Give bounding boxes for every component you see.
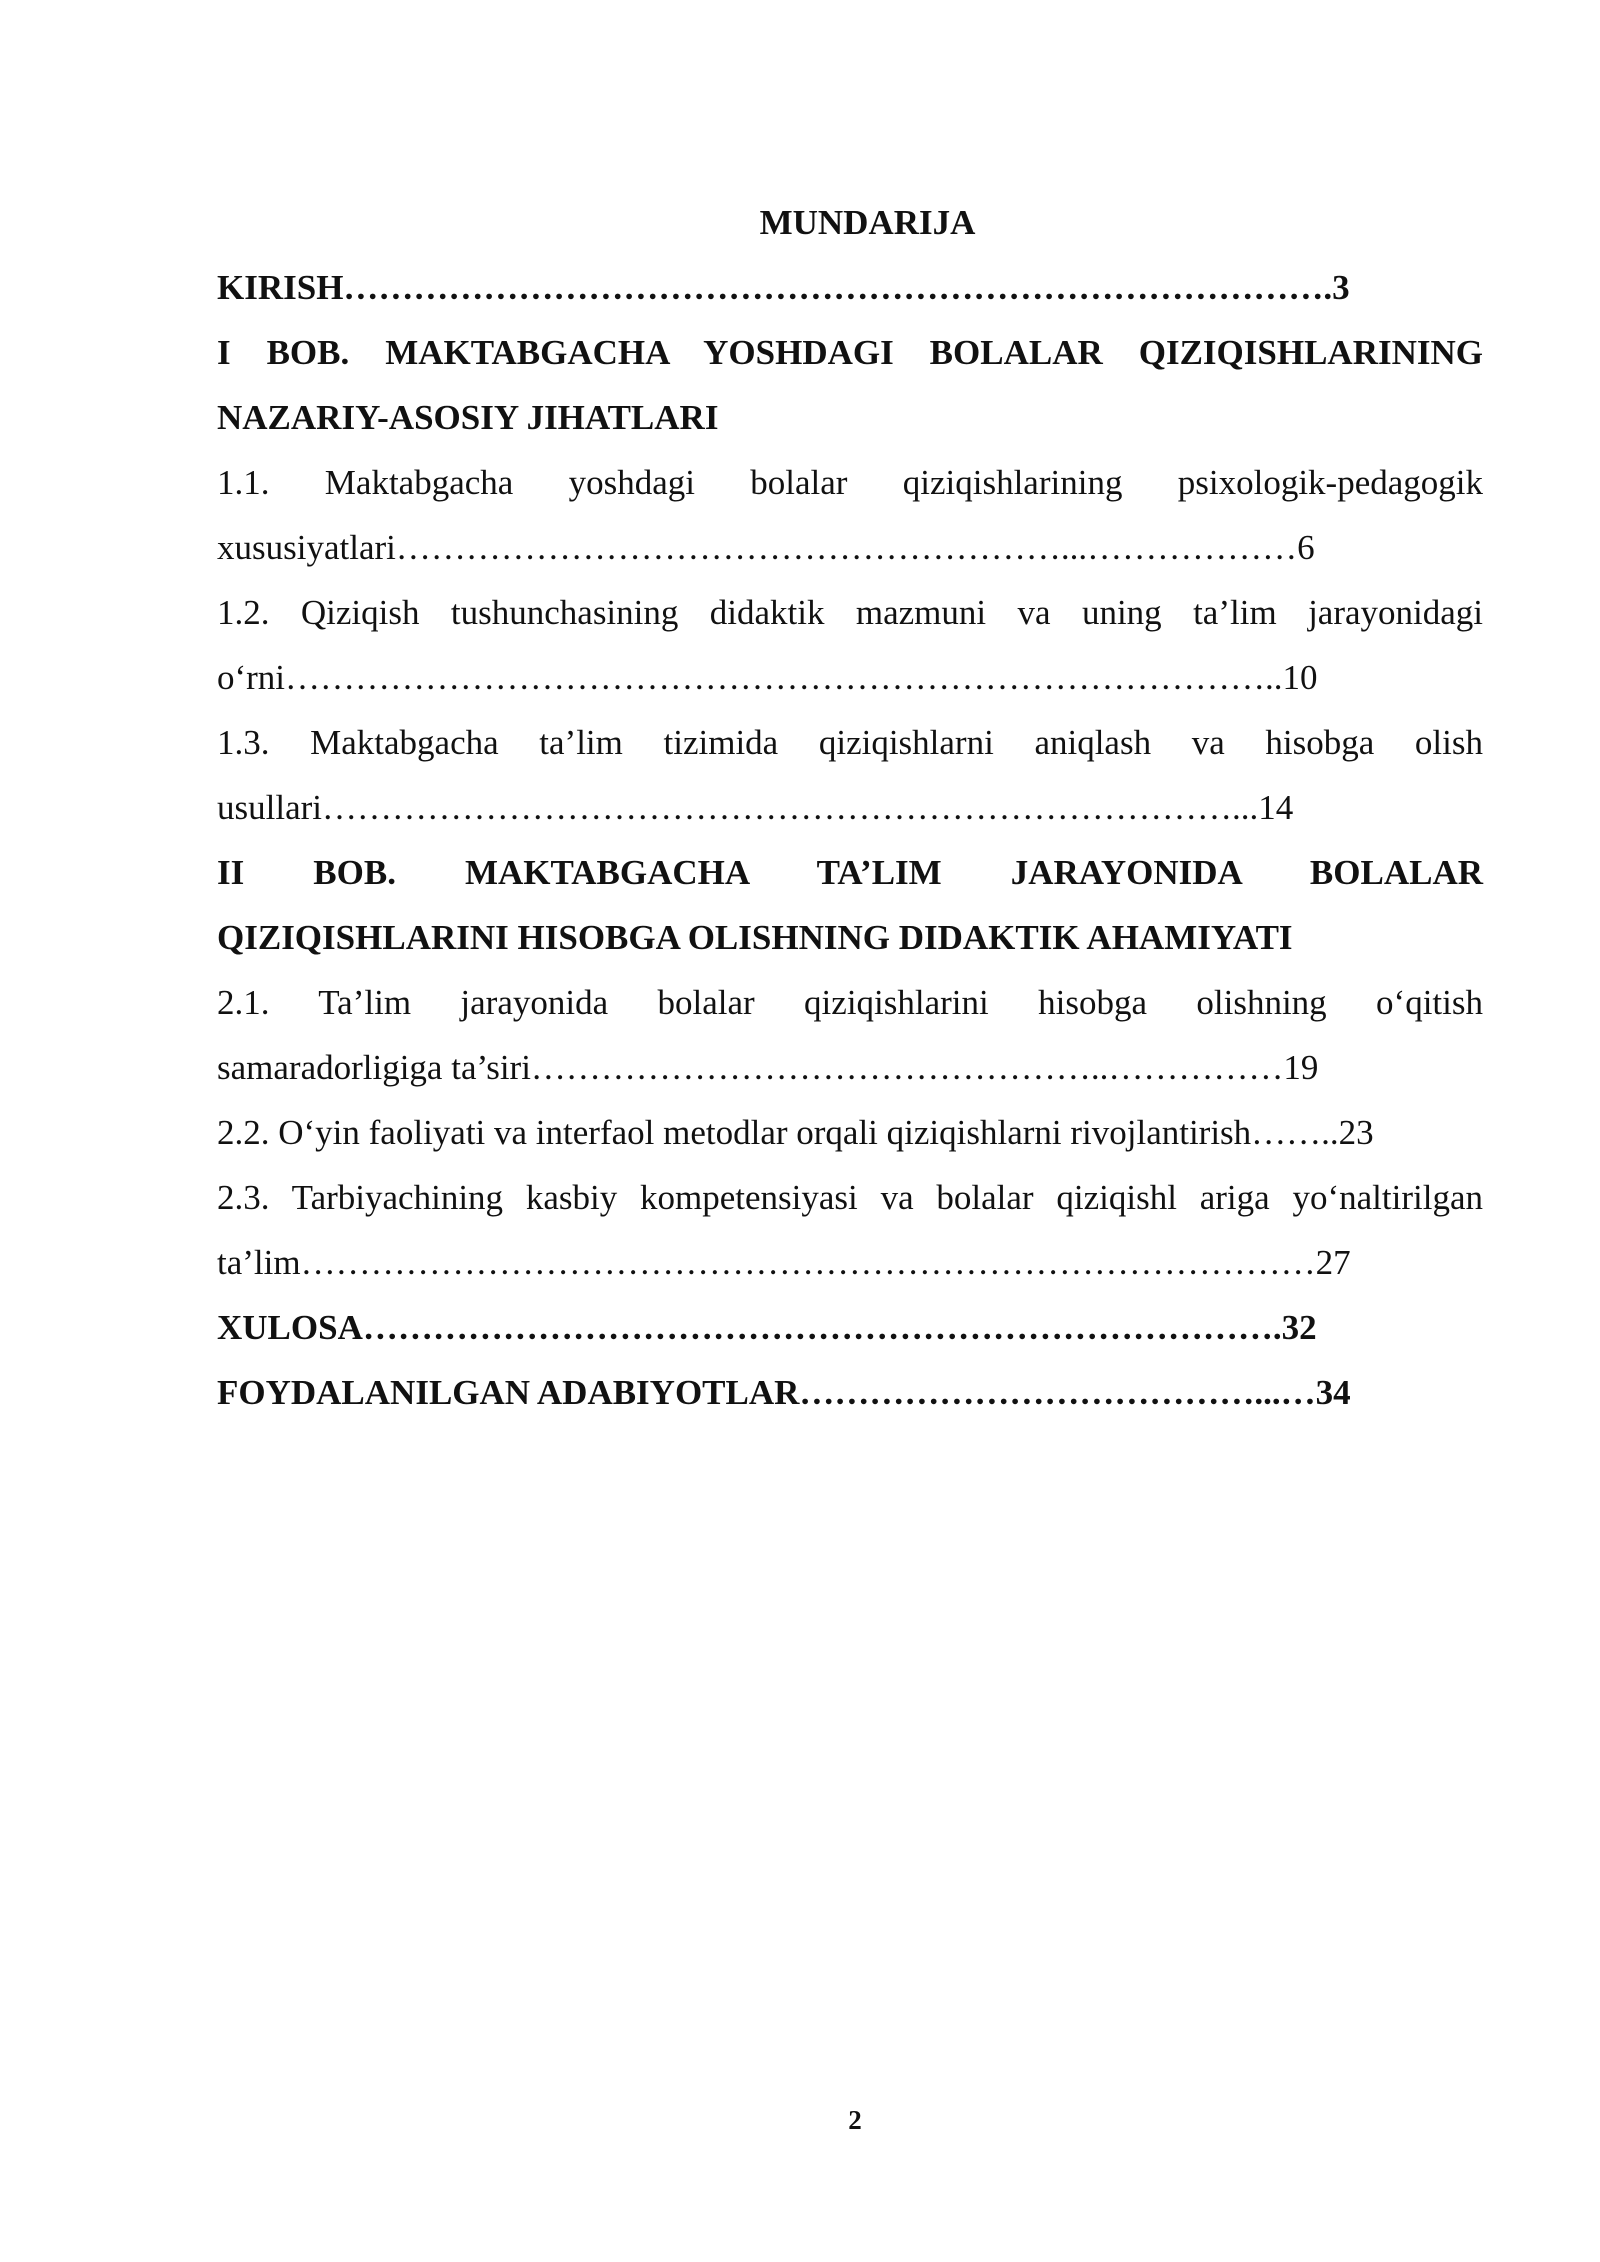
toc-entry-2-2: 2.2. O‘yin faoliyati va interfaol metodlar orqali qiziqishlarni rivojlantirish……..23 bbox=[217, 1113, 1374, 1152]
toc-entry-2-1-cont: samaradorligiga ta’siri…………………………………………..……………19 bbox=[217, 1048, 1319, 1087]
toc-entry-xulosa: XULOSA…………………………………………………………………….32 bbox=[217, 1308, 1317, 1347]
toc-entry-2-3-cont: ta’lim……………………………………………………………………………27 bbox=[217, 1243, 1351, 1282]
toc-chapter-2-heading: II BOB. MAKTABGACHA TA’LIM JARAYONIDA BOLALAR bbox=[217, 853, 1483, 892]
toc-entry-2-1: 2.1. Ta’lim jarayonida bolalar qiziqishlarini hisobga olishning o‘qitish bbox=[217, 983, 1483, 1022]
toc-chapter-1-heading: I BOB. MAKTABGACHA YOSHDAGI BOLALAR QIZIQISHLARINING bbox=[217, 333, 1483, 372]
table-of-contents bbox=[217, 190, 1483, 1425]
toc-entry-kirish: KIRISH………………………………………………………………………….3 bbox=[217, 268, 1350, 307]
toc-entry-1-3: 1.3. Maktabgacha ta’lim tizimida qiziqishlarni aniqlash va hisobga olish bbox=[217, 723, 1483, 762]
toc-entry-2-3: 2.3. Tarbiyachining kasbiy kompetensiyasi va bolalar qiziqishl ariga yo‘naltirilgan bbox=[217, 1178, 1483, 1217]
toc-entry-1-2: 1.2. Qiziqish tushunchasining didaktik mazmuni va uning ta’lim jarayonidagi bbox=[217, 593, 1483, 632]
toc-title: MUNDARIJA bbox=[759, 203, 976, 242]
toc-entry-1-1-cont: xususiyatlari…………………………………………………...………………6 bbox=[217, 528, 1315, 567]
toc-entry-1-1: 1.1. Maktabgacha yoshdagi bolalar qiziqishlarining psixologik-pedagogik bbox=[217, 463, 1483, 502]
toc-entry-adabiyotlar: FOYDALANILGAN ADABIYOTLAR…………………………………...…34 bbox=[217, 1373, 1351, 1412]
toc-entry-1-3-cont: usullari……………………………………………………………………...14 bbox=[217, 788, 1294, 827]
toc-entry-1-2-cont: o‘rni…………………………………………………………………………..10 bbox=[217, 658, 1318, 697]
toc-chapter-2-heading-cont: QIZIQISHLARINI HISOBGA OLISHNING DIDAKTIK AHAMIYATI bbox=[217, 918, 1293, 957]
toc-chapter-1-heading-cont: NAZARIY-ASOSIY JIHATLARI bbox=[217, 398, 719, 437]
page-number: 2 bbox=[848, 2105, 862, 2135]
